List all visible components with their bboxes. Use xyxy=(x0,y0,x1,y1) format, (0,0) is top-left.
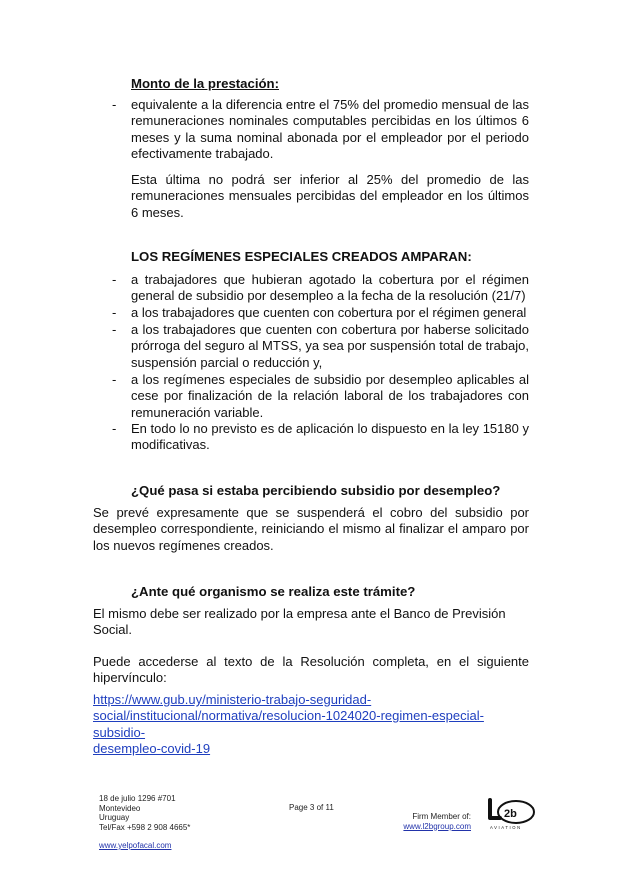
address-line-1: 18 de julio 1296 #701 xyxy=(99,794,176,803)
l2b-aviation-logo xyxy=(486,798,536,832)
svg-text:2b: 2b xyxy=(504,808,517,820)
monto-heading: Monto de la prestación: xyxy=(131,76,280,91)
address-line-2: Montevideo xyxy=(99,803,141,813)
firm-member xyxy=(398,812,471,831)
bullet-dash: - xyxy=(112,322,117,337)
bullet-dash: - xyxy=(112,272,117,287)
page-number: Page 3 of 11 xyxy=(289,803,334,812)
regimenes-item xyxy=(93,305,529,322)
l2b-logo-icon xyxy=(486,798,536,832)
website-link[interactable]: www.yelpofacal.com xyxy=(99,841,172,850)
resolucion-link-line-1[interactable]: https://www.gub.uy/ministerio-trabajo-seguridad- xyxy=(93,692,372,707)
phone: Tel/Fax +598 2 908 4665* xyxy=(99,822,191,832)
bullet-dash: - xyxy=(112,372,117,387)
organismo-text: El mismo debe ser realizado por la empresa ante el Banco de Previsión Social. xyxy=(93,606,506,638)
regimenes-item-text: a los trabajadores que cuenten con cobertura por el régimen general xyxy=(131,305,527,320)
firm-website-link[interactable]: www.l2bgroup.com xyxy=(403,821,471,831)
regimenes-heading: LOS REGÍMENES ESPECIALES CREADOS AMPARAN: xyxy=(131,249,472,264)
resolucion-link-line-3[interactable]: desempleo-covid-19 xyxy=(93,740,211,756)
firm-member-label: Firm Member of: xyxy=(412,812,471,821)
monto-item-text: equivalente a la diferencia entre el 75% del promedio mensual de las remuneraciones nominales computables percibidas en los últimos 6 meses y la suma nominal abonada por el empleador por el periodo efectivamente trabajado. xyxy=(131,97,529,161)
regimenes-item xyxy=(93,372,529,422)
resolucion-text: Puede accederse al texto de la Resolución completa, en el siguiente hipervínculo: xyxy=(93,654,529,686)
regimenes-item xyxy=(93,272,529,306)
regimenes-item xyxy=(93,421,529,455)
address-line-3: Uruguay xyxy=(99,813,130,822)
bullet-dash: - xyxy=(112,421,117,436)
regimenes-item-text: a los trabajadores que cuenten con cobertura por haberse solicitado prórroga del seguro al MTSS, ya sea por suspensión total de trabajo, suspensión parcial o reducción y, xyxy=(131,322,529,370)
monto-note-text: Esta última no podrá ser inferior al 25% del promedio de las remuneraciones mensuales percibidas del empleador en los últimos 6 meses. xyxy=(131,172,529,220)
regimenes-item xyxy=(93,322,529,372)
monto-item xyxy=(93,97,529,167)
que-pasa-text: Se prevé expresamente que se suspenderá el cobro del subsidio por desempleo correspondiente, reiniciando el mismo al finalizar el amparo por los nuevos regímenes creados. xyxy=(93,505,529,553)
regimenes-item-text: En todo lo no previsto es de aplicación lo dispuesto en la ley 15180 y modificativas. xyxy=(131,421,529,453)
organismo-heading: ¿Ante qué organismo se realiza este trámite? xyxy=(131,584,416,599)
bullet-dash: - xyxy=(112,97,117,112)
resolucion-link[interactable] xyxy=(93,692,529,757)
svg-text:AVIATION: AVIATION xyxy=(490,825,522,830)
regimenes-item-text: a trabajadores que hubieran agotado la cobertura por el régimen general de subsidio por desempleo a la fecha de la resolución (21/7) xyxy=(131,272,529,304)
footer-address xyxy=(99,794,190,832)
regimenes-item-text: a los regímenes especiales de subsidio por desempleo aplicables al cese por finalización de la relación laboral de los trabajadores con remuneración variable. xyxy=(131,372,529,420)
monto-note xyxy=(93,172,529,224)
resolucion-link-line-2[interactable]: social/institucional/normativa/resolucion-1024020-regimen-especial-subsidio- xyxy=(93,708,484,740)
footer-website[interactable] xyxy=(99,841,171,851)
que-pasa-heading: ¿Qué pasa si estaba percibiendo subsidio por desempleo? xyxy=(131,483,501,498)
bullet-dash: - xyxy=(112,305,117,320)
